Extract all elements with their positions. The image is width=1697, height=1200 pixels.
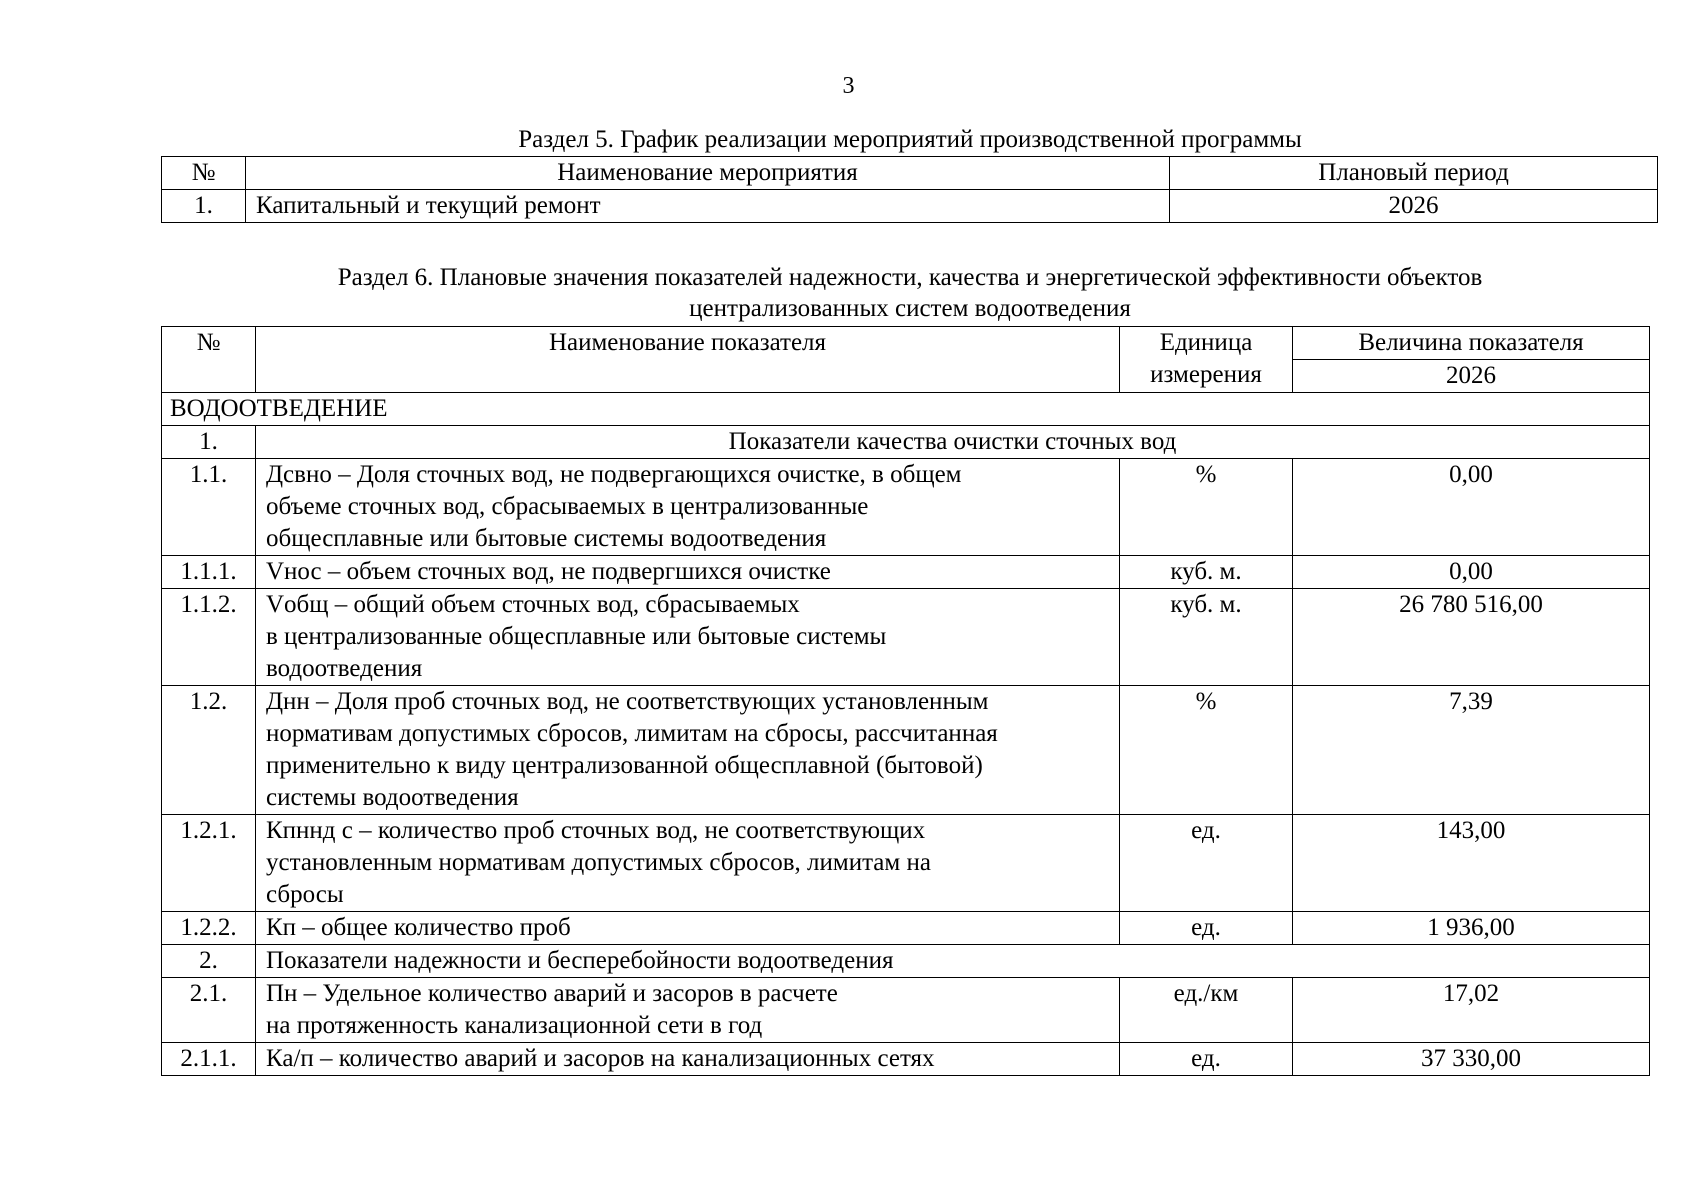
row-value: 17,02: [1293, 978, 1650, 1043]
row-name-line: Дсвно – Доля сточных вод, не подвергающихся очистке, в общем: [266, 461, 962, 488]
row-num: 1.: [162, 190, 246, 223]
subsection-row: [162, 426, 1650, 459]
row-unit: куб. м.: [1120, 556, 1293, 589]
row-name-line: на протяженность канализационной сети в год: [266, 1012, 763, 1039]
table-row: [162, 190, 1658, 223]
row-name-line: водоотведения: [266, 655, 423, 682]
table-row: [162, 459, 1650, 556]
row-name-line: общесплавные или бытовые системы водоотведения: [266, 525, 827, 552]
table-row: [162, 686, 1650, 815]
row-unit: куб. м.: [1120, 589, 1293, 686]
row-num: 1.: [162, 426, 256, 459]
row-num: 1.2.1.: [162, 815, 256, 912]
row-name-line: объеме сточных вод, сбрасываемых в централизованные: [266, 493, 869, 520]
row-unit: %: [1120, 459, 1293, 556]
section5-table: [161, 156, 1658, 223]
subsection-name: Показатели надежности и бесперебойности водоотведения: [256, 945, 1650, 978]
row-name-line: Кп – общее количество проб: [266, 914, 571, 941]
row-num: 2.1.1.: [162, 1043, 256, 1076]
header-unit-line1: Единица: [1159, 329, 1253, 356]
row-num: 1.1.2.: [162, 589, 256, 686]
row-value: 1 936,00: [1293, 912, 1650, 945]
indicator-rows-b: [162, 978, 1650, 1076]
row-name: [256, 459, 1120, 556]
section6-title-line2: централизованных систем водоотведения: [689, 295, 1131, 322]
subsection-row: [162, 945, 1650, 978]
header-name: Наименование показателя: [256, 327, 1120, 393]
row-name: Капитальный и текущий ремонт: [246, 190, 1170, 223]
row-name-line: сбросы: [266, 881, 344, 908]
row-unit: ед./км: [1120, 978, 1293, 1043]
row-name-line: в централизованные общесплавные или бытовые системы: [266, 623, 887, 650]
table-row: [162, 556, 1650, 589]
subsection-name: Показатели качества очистки сточных вод: [256, 426, 1650, 459]
page-number: 3: [842, 73, 855, 99]
header-period: Плановый период: [1170, 157, 1658, 190]
row-name: [256, 978, 1120, 1043]
group-label: ВОДООТВЕДЕНИЕ: [162, 393, 1650, 426]
header-value: Величина показателя: [1293, 327, 1650, 360]
row-num: 1.2.2.: [162, 912, 256, 945]
group-row: [162, 393, 1650, 426]
row-period: 2026: [1170, 190, 1658, 223]
table-row: [162, 912, 1650, 945]
row-value: 7,39: [1293, 686, 1650, 815]
row-unit: ед.: [1120, 912, 1293, 945]
row-value: 26 780 516,00: [1293, 589, 1650, 686]
table-row: [162, 1043, 1650, 1076]
row-num: 2.1.: [162, 978, 256, 1043]
section6-title-line1: Раздел 6. Плановые значения показателей надежности, качества и энергетической эффективности объектов: [337, 264, 1483, 291]
row-value: 37 330,00: [1293, 1043, 1650, 1076]
header-num: №: [162, 327, 256, 393]
header-unit: [1120, 327, 1293, 393]
table-header-row: [162, 327, 1650, 360]
row-name-line: установленным нормативам допустимых сбросов, лимитам на: [266, 849, 931, 876]
row-num: 1.1.: [162, 459, 256, 556]
table-header-row: [162, 157, 1658, 190]
row-num: 1.2.: [162, 686, 256, 815]
row-name: [256, 1043, 1120, 1076]
row-name-line: применительно к виду централизованной общесплавной (бытовой): [266, 752, 983, 779]
section5-title: Раздел 5. График реализации мероприятий производственной программы: [518, 126, 1302, 153]
row-name-line: нормативам допустимых сбросов, лимитам на сбросы, рассчитанная: [266, 720, 998, 747]
row-name-line: Ка/п – количество аварий и засоров на канализационных сетях: [266, 1045, 935, 1072]
row-name: [256, 589, 1120, 686]
row-name: [256, 912, 1120, 945]
row-name-line: Днн – Доля проб сточных вод, не соответствующих установленным: [266, 688, 989, 715]
row-num: 1.1.1.: [162, 556, 256, 589]
row-value: 0,00: [1293, 556, 1650, 589]
row-name-line: Кпннд с – количество проб сточных вод, не соответствующих: [266, 817, 926, 844]
row-value: 0,00: [1293, 459, 1650, 556]
row-name: [256, 556, 1120, 589]
header-num: №: [162, 157, 246, 190]
table-row: [162, 815, 1650, 912]
row-name-line: Vнос – объем сточных вод, не подвергшихся очистке: [266, 558, 831, 585]
row-unit: ед.: [1120, 815, 1293, 912]
header-name: Наименование мероприятия: [246, 157, 1170, 190]
row-name: [256, 815, 1120, 912]
indicator-rows-a: [162, 459, 1650, 945]
table-row: [162, 589, 1650, 686]
section6-table: [161, 326, 1650, 1076]
row-num: 2.: [162, 945, 256, 978]
section6-title: [160, 262, 1660, 324]
row-name-line: системы водоотведения: [266, 784, 519, 811]
table-row: [162, 978, 1650, 1043]
row-value: 143,00: [1293, 815, 1650, 912]
header-unit-line2: измерения: [1150, 361, 1262, 388]
row-name-line: Vобщ – общий объем сточных вод, сбрасываемых: [266, 591, 800, 618]
row-name: [256, 686, 1120, 815]
row-unit: ед.: [1120, 1043, 1293, 1076]
row-name-line: Пн – Удельное количество аварий и засоров в расчете: [266, 980, 838, 1007]
header-year: 2026: [1293, 360, 1650, 393]
row-unit: %: [1120, 686, 1293, 815]
